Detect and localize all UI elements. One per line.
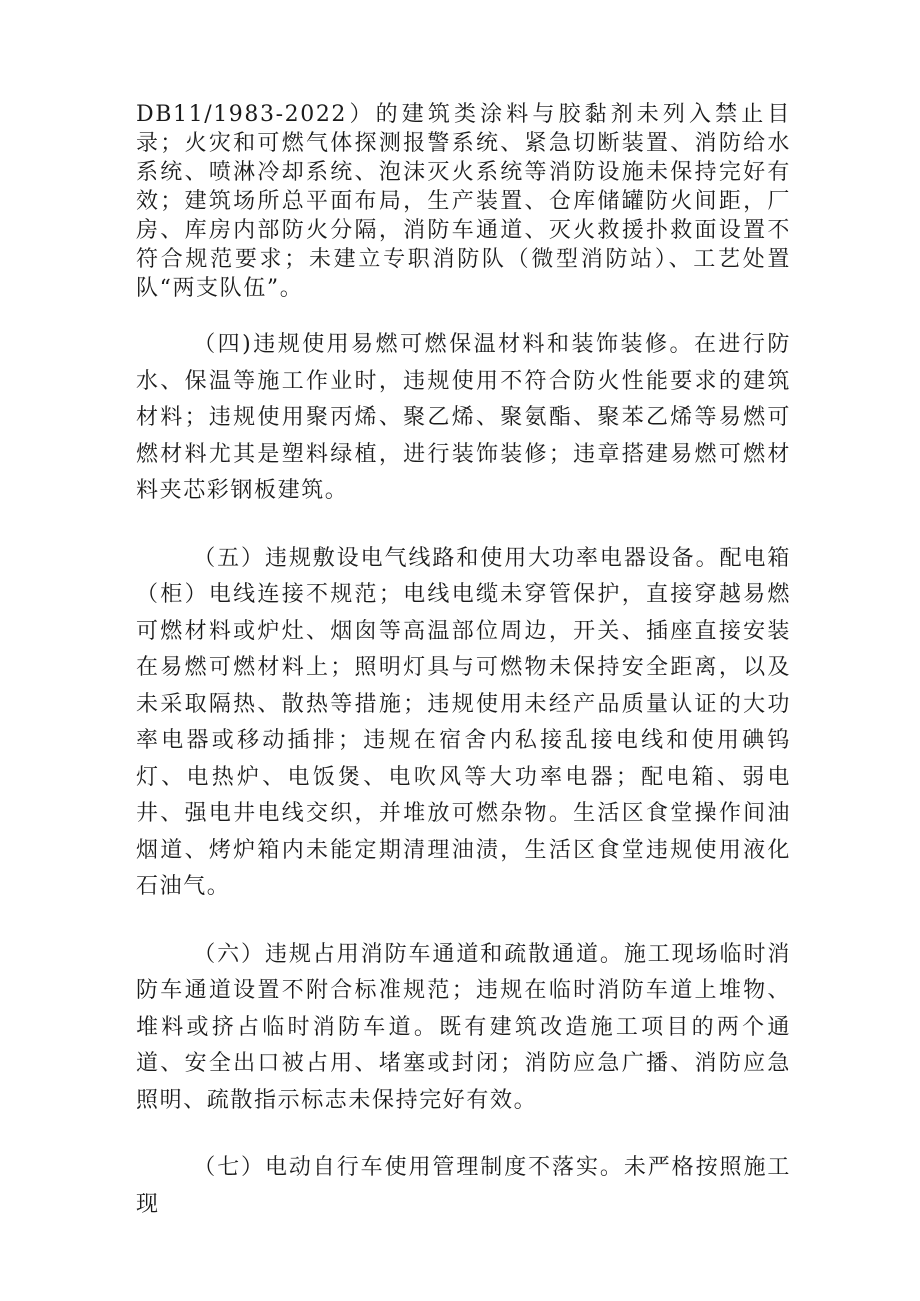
paragraph-section-5: （五）违规敷设电气线路和使用大功率电器设备。配电箱（柜）电线连接不规范；电线电缆未穿管保护，直接穿越易燃可燃材料或炉灶、烟囱等高温部位周边，开关、插座直接安装在易燃可燃材料上；照明灯具与可燃物未保持安全距离，以及未采取隔热、散热等措施；违规使用未经产品质量认证的大功率电器或移动插排；违规在宿舍内私接乱接电线和使用碘钨灯、电热炉、电饭煲、电吹风等大功率电器；配电箱、弱电井、强电井电线交织，并堆放可燃杂物。生活区食堂操作间油烟道、烤炉箱内未能定期清理油渍，生活区食堂违规使用液化石油气。 (136, 545, 791, 899)
paragraph-section-6: （六）违规占用消防车通道和疏散通道。施工现场临时消防车通道设置不附合标准规范；违规在临时消防车道上堆物、堆料或挤占临时消防车道。既有建筑改造施工项目的两个通道、安全出口被占用、堵塞或封闭；消防应急广播、消防应急照明、疏散指示标志未保持完好有效。 (136, 941, 791, 1113)
paragraph-section-4: （四)违规使用易燃可燃保温材料和装饰装修。在进行防水、保温等施工作业时，违规使用不符合防火性能要求的建筑材料；违规使用聚丙烯、聚乙烯、聚氨酯、聚苯乙烯等易燃可燃材料尤其是塑料绿植，进行装饰装修；违章搭建易燃可燃材料夹芯彩钢板建筑。 (136, 332, 791, 503)
paragraph-continuation: DB11/1983-2022）的建筑类涂料与胶黏剂未列入禁止目录；火灾和可燃气体探测报警系统、紧急切断装置、消防给水系统、喷淋冷却系统、泡沫灭火系统等消防设施未保持完好有效；建筑场所总平面布局，生产装置、仓库储罐防火间距，厂房、库房内部防火分隔，消防车通道、灭火救援扑救面设置不符合规范要求；未建立专职消防队（微型消防站）、工艺处置队“两支队伍”。 (136, 102, 791, 301)
paragraph-section-7: （七）电动自行车使用管理制度不落实。未严格按照施工现 (136, 1155, 791, 1217)
document-page (136, 100, 791, 1223)
